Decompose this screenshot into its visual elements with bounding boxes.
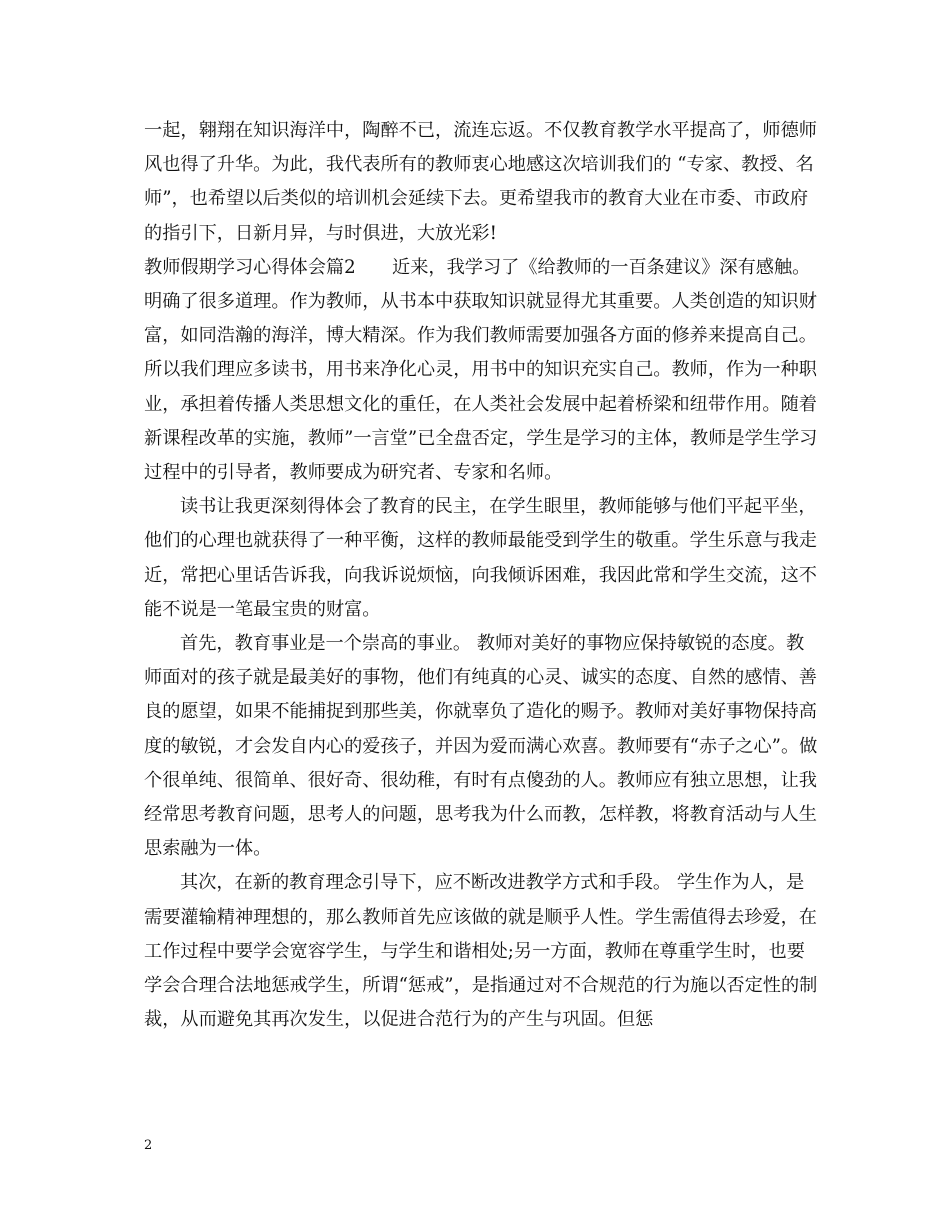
paragraph: 读书让我更深刻得体会了教育的民主，在学生眼里，教师能够与他们平起平坐，他们的心理也就获得了一种平衡，这样的教师最能受到学生的敬重。学生乐意与我走近，常把心里话告诉我，向我诉说烦恼，向我倾诉困难，我因此常和学生交流，这不能不说是一笔最宝贵的财富。 [144,496,817,620]
paragraph: 首先，教育事业是一个崇高的事业。 教师对美好的事物应保持敏锐的态度。教师面对的孩子就是最美好的事物，他们有纯真的心灵、诚实的态度、自然的感情、善良的愿望，如果不能捕捉到那些美，你就辜负了造化的赐予。教师对美好事物保持高度的敏锐，才会发自内心的爱孩子，并因为爱而满心欢喜。教师要有“赤子之心”。做个很单纯、很简单、很好奇、很幼稚，有时有点傻劲的人。教师应有独立思想，让我经常思考教育问题，思考人的问题，思考我为什么而教，怎样教，将教育活动与人生思索融为一体。 [144,633,818,860]
page-number: 2 [144,1138,153,1153]
paragraph: 其次，在新的教育理念引导下，应不断改进教学方式和手段。 学生作为人，是需要灌输精神理想的，那么教师首先应该做的就是顺乎人性。学生需值得去珍爱，在工作过程中要学会宽容学生，与学生和谐相处;另一方面，教师在尊重学生时，也要学会合理合法地惩戒学生，所谓“惩戒”，是指通过对不合规范的行为施以否定性的制裁，从而避免其再次发生，以促进合范行为的产生与巩固。但惩 [144,872,818,1031]
body-text [144,114,820,1037]
paragraph: 教师假期学习心得体会篇2 近来，我学习了《给教师的一百条建议》深有感触。明确了很多道理。作为教师，从书本中获取知识就显得尤其重要。人类创造的知识财富，如同浩瀚的海洋，博大精深。作为我们教师需要加强各方面的修养来提高自己。所以我们理应多读书，用书来净化心灵，用书中的知识充实自己。教师，作为一种职业，承担着传播人类思想文化的重任，在人类社会发展中起着桥梁和纽带作用。随着新课程改革的实施，教师”一言堂”已全盘否定，学生是学习的主体，教师是学生学习过程中的引导者，教师要成为研究者、专家和名师。 [144,256,818,484]
paragraph: 一起，翱翔在知识海洋中，陶醉不已，流连忘返。不仅教育教学水平提高了，师德师风也得了升华。为此，我代表所有的教师衷心地感这次培训我们的 “专家、教授、名师”，也希望以后类似的培训机会延续下去。更希望我市的教育大业在市委、市政府的指引下，日新月异，与时俱进，大放光彩! [144,120,817,244]
